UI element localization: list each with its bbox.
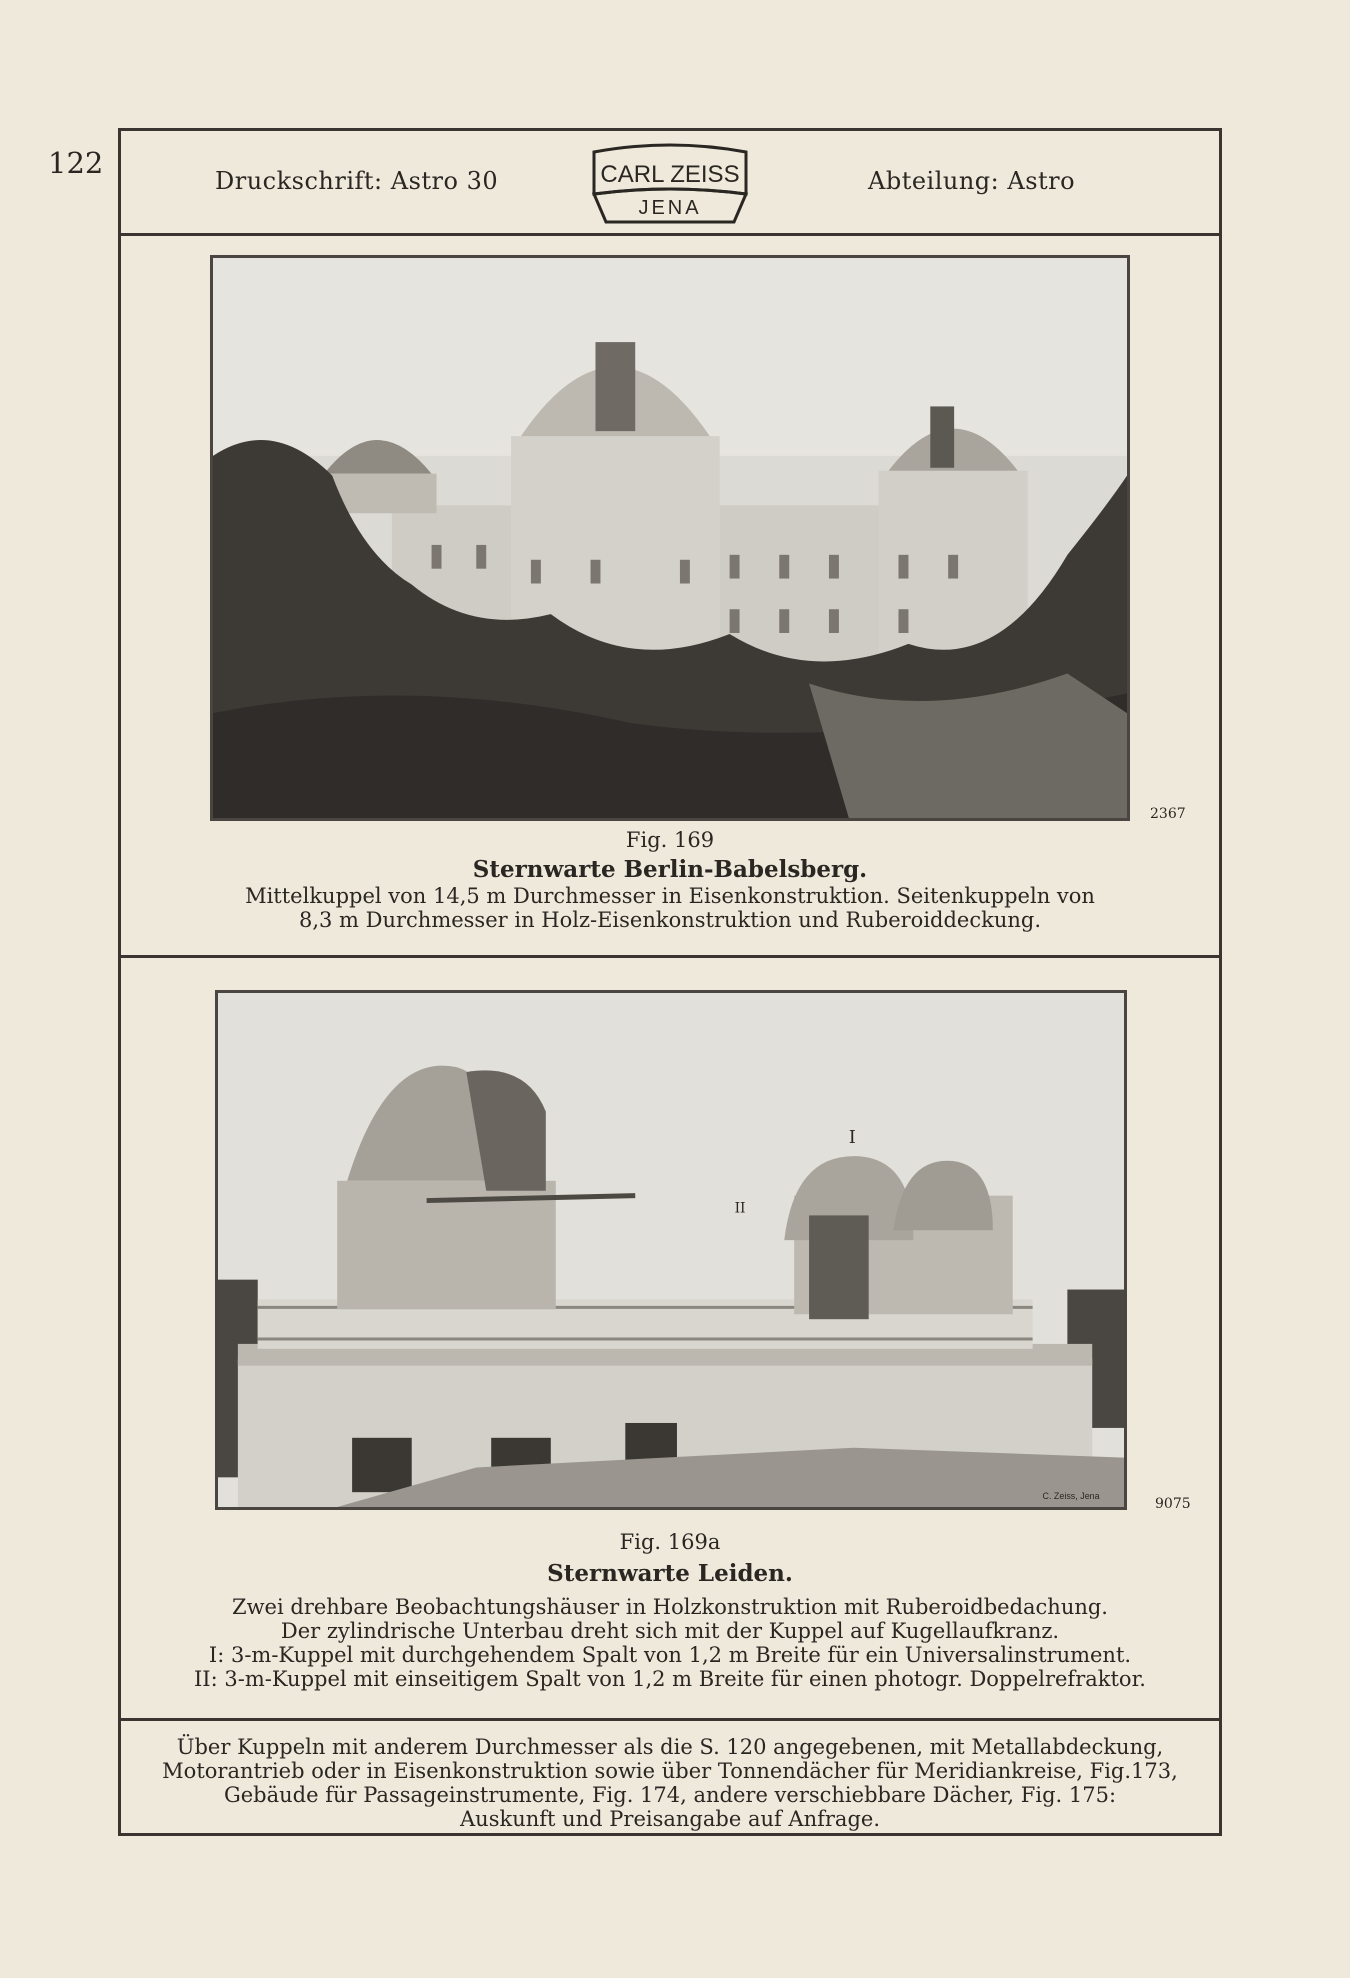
svg-text:JENA: JENA [638, 197, 702, 219]
footer-line: Gebäude für Passageinstrumente, Fig. 174, andere verschiebbare Dächer, Fig. 175: [223, 1783, 1117, 1807]
svg-text:I: I [848, 1127, 856, 1149]
figure-title: Sternwarte Leiden. [547, 1560, 793, 1587]
plate-number-2367: 2367 [1150, 806, 1186, 822]
caption-line: Der zylindrische Unterbau dreht sich mit der Kuppel auf Kugellaufkranz. [280, 1619, 1060, 1643]
department-label: Abteilung: Astro [868, 167, 1076, 195]
publication-label: Druckschrift: Astro 30 [215, 167, 499, 195]
carl-zeiss-logo [588, 140, 752, 226]
footer-line: Motorantrieb oder in Eisenkonstruktion sowie über Tonnendächer für Meridiankreise, Fig.173, [162, 1759, 1178, 1783]
plate-number-9075: 9075 [1155, 1496, 1191, 1512]
caption-line: I: 3-m-Kuppel mit durchgehendem Spalt von 1,2 m Breite für ein Universalinstrument. [208, 1643, 1132, 1667]
figure-divider [118, 955, 1222, 958]
caption-line: II: 3-m-Kuppel mit einseitigem Spalt von 1,2 m Breite für einen photogr. Doppelrefraktor. [194, 1667, 1146, 1691]
caption-line: Mittelkuppel von 14,5 m Durchmesser in Eisenkonstruktion. Seitenkuppeln von [245, 884, 1095, 908]
svg-text:CARL ZEISS: CARL ZEISS [600, 161, 740, 188]
header-divider [118, 233, 1222, 236]
svg-text:II: II [734, 1200, 746, 1217]
footer-line: Auskunft und Preisangabe auf Anfrage. [460, 1807, 880, 1831]
footer-line: Über Kuppeln mit anderem Durchmesser als die S. 120 angegebenen, mit Metallabdeckung, [176, 1735, 1164, 1759]
page-number: 122 [48, 146, 104, 180]
svg-text:C. Zeiss, Jena: C. Zeiss, Jena [1042, 1491, 1100, 1502]
observatory-babelsberg-photo [210, 255, 1130, 821]
figure-label: Fig. 169 [625, 828, 715, 852]
caption-line: Zwei drehbare Beobachtungshäuser in Holzkonstruktion mit Ruberoidbedachung. [231, 1595, 1108, 1619]
observatory-leiden-photo [215, 990, 1127, 1510]
caption-line: 8,3 m Durchmesser in Holz-Eisenkonstruktion und Ruberoiddeckung. [298, 908, 1042, 932]
footer-divider [118, 1718, 1222, 1721]
figure-label: Fig. 169a [619, 1530, 721, 1554]
figure-title: Sternwarte Berlin-Babelsberg. [472, 856, 868, 883]
